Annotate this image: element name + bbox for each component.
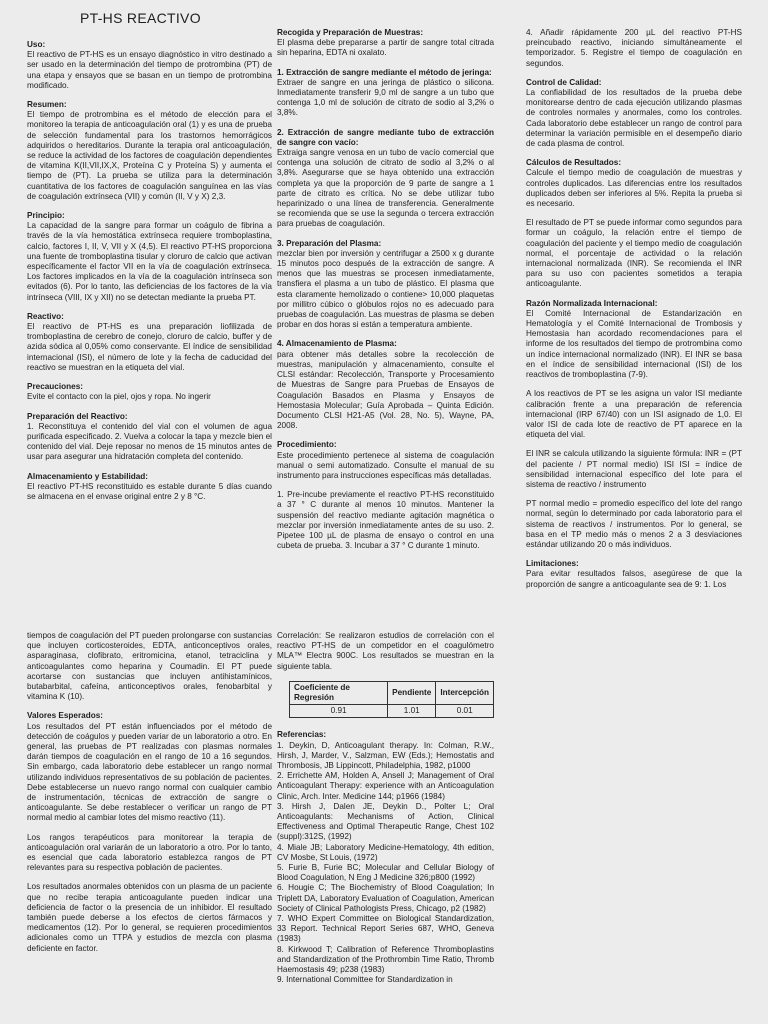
section-heading: Principio: [27, 211, 65, 221]
section-heading: Uso: [27, 40, 46, 49]
section-text: Calcule el tiempo medio de coagulación de muestras y controles duplicados. Las diferencias entre los resultados duplicados deben ser inferiores al 5%. Repita la prueba si es necesario. [526, 168, 742, 209]
section-text: Los rangos terapéuticos para monitorear la terapia de anticoagulación oral variarán de un laboratorio a otro. Por lo tanto, es esencial que cada laboratorio establezca rangos de PT relevantes para su respectiva población de pacientes. [27, 832, 272, 873]
section-block [526, 499, 742, 550]
section-block [27, 882, 272, 953]
section-heading: Cálculos de Resultados: [526, 158, 622, 168]
section-heading: 3. Preparación del Plasma: [277, 238, 382, 248]
reference-item: 6. Hougie C; The Biochemistry of Blood Coagulation; In Triplett DA, Laboratory Evaluation of Coagulation, American Society of Clinical Pathologists Press, Chicago, p2 (1982) [277, 883, 494, 913]
section-block [526, 389, 742, 440]
section-heading: Almacenamiento y Estabilidad: [27, 471, 149, 481]
section-text: 4. Añadir rápidamente 200 µL del reactivo PT-HS preincubado reactivo, iniciando simultáneamente el temporizador. 5. Registre el tiempo de coagulación en segundos. [526, 28, 742, 68]
section-text: El reactivo de PT-HS es una preparación liofilizada de tromboplastina de cerebro de conejo, cloruro de calcio, buffer y de azida sódica al 0,05% como conservante. El índice de sensibilidad internacional (ISI), el número de lote y la fecha de caducidad del reactivo se muestran en la etiqueta del vial. [27, 322, 272, 372]
table-cell: 0.91 [290, 705, 388, 718]
column-1 [27, 40, 272, 511]
column-2 [277, 28, 494, 560]
section-block [277, 128, 494, 230]
section-text: El reactivo PT-HS reconstituido es estable durante 5 días cuando se almacena en el envase original entre 2 y 8 °C. [27, 481, 272, 501]
section-text: La confiabilidad de los resultados de la prueba debe monitorearse dentro de cada ejecución utilizando plasmas de controles normales y anormales, como los controles. Cada laboratorio debe establecer un rango de control para determinar la variación permisible en el desempeño diario de cada plasma de control. [526, 88, 742, 149]
section-text: Extraiga sangre venosa en un tubo de vacío comercial que contenga una solución de citrato de sodio al 3,2% o al 3,8%. Asegurarse que se haya obtenido una extracción completa ya que la proporción de 9 parte de sangre a 1 parte de citrato es crítica. No se debe utilizar tubo heparinizado o una línea de transferencia. Generalmente se recomienda que se use la segunda o tercera extracción para pruebas de coagulación. [277, 148, 494, 229]
column-4 [27, 631, 272, 963]
table-cell: 1.01 [388, 705, 436, 718]
section-text: 1. Pre-incube previamente el reactivo PT-HS reconstituido a 37 ° C durante al menos 10 minutos. Mantener la suspensión del reactivo mediante agitación magnética o mezclar por inversión inmediatamente antes de su uso. 2. Pipetee 100 µL de plasma de ensayo o control en una cubeta de prueba. 3. Incubar a 37 ° C durante 1 minuto. [277, 490, 494, 551]
section-heading: Resumen: [27, 100, 67, 110]
section-text: 1. Reconstituya el contenido del vial con el volumen de agua purificada especificado. 2. Vuelva a colocar la tapa y mezcle bien el contenido del vial. Deje reposar no menos de 15 minutos antes de usar para asegurar una hidratación completa del contenido. [27, 421, 273, 462]
section-text: mezclar bien por inversión y centrifugar a 2500 x g durante 15 minutos poco después de la extracción de sangre. A menos que las muestras se procesen inmediatamente, transfiera el plasma a un tubo de plástico. El plasma que esta claramente hemolizado o contiene> 10,000 plaquetas por millitro cúbico o glóbulos rojos no es adecuado para pruebas de coagulación. Las muestras de plasma se deben probar en dos horas si están a temperatura ambiente. [277, 248, 494, 330]
section-text: para obtener más detalles sobre la recolección de muestras, manipulación y almacenamiento, consulte el CLSI estándar: Recolección, Transporte y Procesamiento de Muestras de Sangre para Pruebas de Ensayos de Coagulación Basados en Plasma y Ensayos de Hemostasia Molecular; Guía Aprobada – Quinta Edición. Documento CLSI H21-A5 (Vol. 28, No. 5), Wayne, PA, 2008. [277, 349, 494, 431]
table-cell: 0.01 [436, 705, 494, 718]
section-block [277, 490, 494, 551]
reference-item: 2. Errichette AM, Holden A, Ansell J; Management of Oral Anticoagulant Therapy: experience with an Anticoagulation Clinic, Arch. Inter. Medicine 144; p1966 (1984) [277, 771, 494, 801]
table-header: Intercepción [436, 681, 494, 704]
section-block [526, 299, 742, 381]
section-block [27, 211, 272, 303]
section-block [27, 631, 272, 702]
table-header: Pendiente [388, 681, 436, 704]
references-list [277, 741, 494, 986]
section-block [27, 40, 272, 91]
section-block [526, 78, 742, 149]
column-3 [526, 28, 742, 599]
section-text: El Comité Internacional de Estandarización en Hematología y el Comité Internacional de Trombosis y Hemostasia han acordado recomendaciones para el informe de los resultados del tiempo de protrombina como un índice internacional normalizado (INR). El INR se basa en el índice de sensibilidad internacional (ISI) de los reactivos de tromboplastina (7-9). [526, 308, 742, 380]
section-heading: Preparación del Reactivo: [27, 411, 128, 421]
section-block [526, 28, 742, 69]
section-heading: Razón Normalizada Internacional: [526, 298, 658, 308]
section-block [27, 412, 272, 463]
section-text: El INR se calcula utilizando la siguiente fórmula: INR = (PT del paciente / PT normal medio) ISI ISI = índice de sensibilidad internacional específico del lote para el sistema de reactivo / instrumento [526, 449, 742, 489]
section-heading: 4. Almacenamiento de Plasma: [277, 339, 397, 349]
section-block [27, 100, 272, 202]
section-block [526, 158, 742, 209]
section-text: El tiempo de protrombina es el método de elección para el monitoreo la terapia de anticoagulación oral (1) y es una de prueba de selección fundamental para los trastornos hemorrágicos adquiridos o hereditarios. Durante la terapia oral anticoagulación, se reduce la actividad de los factores de coagulación dependientes de vitamina K(II,VII,IX,X, Proteína C y Proteína S) y aumenta el tiempo de (PT). La prueba se utiliza para la determinación cuantitativa de los factores de coagulación sanguínea en las vías de coagulación extrínseca (VII) y común (II, V y X) 2,3. [27, 110, 272, 201]
reference-item: 3. Hirsh J, Dalen JE, Deykin D., Polter L; Oral Anticoagulants: Mechanisms of Action, Clinical Effectiveness and Optimal Therapeutic Range, Chest 102 (suppl):312S, (1992) [277, 801, 494, 842]
section-heading: Recogida y Preparación de Muestras: [277, 28, 424, 37]
section-block [27, 472, 272, 503]
reference-item: 8. Kirkwood T; Calibration of Reference Thromboplastins and Standardization of the Prothrombin Time Ratio, Thromb Haemostasis 49; p238 (1983) [277, 944, 494, 975]
section-text: PT normal medio = promedio específico del lote del rango normal, según lo determinado por cada laboratorio para el sistema de reactivos / instrumentos. Por lo general, se basa en el TP medio más o menos 2 a 3 desviaciones estándar utilizando 20 o más individuos. [526, 499, 742, 549]
section-text: La capacidad de la sangre para formar un coágulo de fibrina a través de la vía hemostática extrínseca requiere tromboplastina, calcio, factores I, II, V, VII y X (4,5). El reactivo PT-HS proporciona una fuente de tromboplastina tisular y cloruro de calcio que activan específicamente el factor VII en la vía de coagulación extrínseca. Los factores implicados en la vía de la coagulación intrínseca son evitados (6). Por lo tanto, las deficiencias de los factores de la vía intrínseca (VIII, IX y XII) no se detectan mediante la prueba PT. [27, 221, 272, 302]
document-title: PT-HS REACTIVO [80, 10, 201, 26]
section-block [27, 711, 272, 823]
reference-item: 7. WHO Expert Committee on Biological Standardization, 33 Report. Technical Report Series 687, WHO, Geneva (1983) [277, 914, 494, 944]
section-block [27, 833, 272, 874]
section-block [277, 68, 494, 119]
section-text: El reactivo de PT-HS es un ensayo diagnóstico in vitro destinado a ser usado en la determinación del tiempo de protrombina (PT) de una etapa y ensayos que se basan en un tiempo de protrombina modificado. [27, 50, 272, 90]
section-text: tiempos de coagulación del PT pueden prolongarse con sustancias que incluyen corticosteroides, EDTA, anticonceptivos orales, asparaginasa, clofibrato, eritromicina, etanol, tetraciclina y anticoagulantes como heparina y Coumadin. El PT puede acortarse con sustancias que incluyen antihistamínicos, butabarbital, cafeína, anticonceptivos orales, fenobarbital y vitamina K (10). [27, 631, 272, 702]
section-block [277, 440, 494, 481]
section-block [277, 28, 494, 59]
column-5 [277, 631, 494, 986]
section-heading: Valores Esperados: [27, 711, 103, 721]
section-block [526, 449, 742, 490]
section-text: Los resultados del PT están influenciados por el método de detección de coágulos y pueden variar de un laboratorio a otro. En general, las pruebas de PT realizadas con plasmas normales darán tiempos de coagulación en el rango de 10 a 16 segundos. Sin embargo, cada laboratorio debe establecer un rango normal utilizando individuos representativos de su población de pacientes. Debe establecerse un nuevo rango normal con cualquier cambio de instrumentación, técnicas de extracción de sangre o anticoagulante. Se debe restablecer o verificar un rango de PT normal medio al cambiar lotes del mismo reactivo (11). [27, 721, 272, 823]
references-heading: Referencias: [277, 730, 327, 740]
correlation-table [289, 681, 494, 719]
section-heading: 2. Extracción de sangre mediante tubo de extracción de sangre con vacío: [277, 127, 494, 147]
reference-item: 4. Miale JB; Laboratory Medicine-Hematology, 4th edition, CV Mosbe, St Louis, (1972) [277, 842, 494, 862]
section-heading: 1. Extracción de sangre mediante el método de jeringa: [277, 67, 492, 77]
section-text: El plasma debe prepararse a partir de sangre total citrada sin heparina, EDTA ni oxalato. [277, 38, 494, 58]
section-text: Evite el contacto con la piel, ojos y ropa. No ingerir [27, 392, 211, 402]
section-text: A los reactivos de PT se les asigna un valor ISI mediante calibración frente a una preparación de referencia internacional (IRP 67/40) con un ISI asignado de 1,0. El valor ISI de cada lote de reactivo de PT aparece en la etiqueta del vial. [526, 389, 742, 440]
section-heading: Limitaciones: [526, 559, 579, 569]
section-heading: Reactivo: [27, 311, 64, 321]
reference-item: 9. International Committee for Standardization in [277, 975, 453, 985]
section-heading: Control de Calidad: [526, 77, 602, 87]
section-text: Este procedimiento pertenece al sistema de coagulación manual o semi automatizado. Consulte el manual de su instrumento para instrucciones específicas más detalladas. [277, 450, 494, 480]
section-block [277, 239, 494, 331]
section-text: Para evitar resultados falsos, asegúrese de que la proporción de sangre a anticoagulante sea de 9: 1. Los [526, 569, 742, 589]
section-block [526, 559, 742, 590]
section-heading: Precauciones: [27, 382, 83, 392]
section-block [27, 312, 272, 373]
section-text: Los resultados anormales obtenidos con un plasma de un paciente que no recibe terapia anticoagulante pueden indicar una deficiencia de factor o la presencia de un inhibidor. El resultado también puede deberse a los efectos de ciertos fármacos y medicamentos (12). Por lo general, se requieren procedimientos adicionales como un TTPA y estudios de mezcla con plasma deficiente en factor. [27, 882, 272, 953]
section-block [526, 218, 742, 289]
section-text: El resultado de PT se puede informar como segundos para formar un coágulo, la relación entre el tiempo de coagulación del paciente y el tiempo medio de coagulación normal, el porcentaje de actividad o la relación internacional normalizada (INR). Se recomienda el INR para su uso con pacientes sometidos a terapia anticoagulante. [526, 218, 742, 289]
section-block [27, 382, 272, 402]
section-block [277, 339, 494, 431]
reference-item: 5. Furie B, Furie BC; Molecular and Cellular Biology of Blood Coagulation, N Eng J Medicine 326;p800 (1992) [277, 863, 494, 883]
section-heading: Procedimiento: [277, 440, 337, 450]
table-header: Coeficiente de Regresión [290, 681, 388, 704]
reference-item: 1. Deykin, D, Anticoagulant therapy. In: Colman, R.W., Hirsh, J, Marder, V., Salzman, EW (Eds.); Hemostatis and Thrombosis, JB Lippincott, Philadelphia, 1982, p1000 [277, 740, 494, 771]
correlation-text: Correlación: Se realizaron estudios de correlación con el reactivo PT-HS de un competidor en el coagulómetro MLA™ Electra 900C. Los resultados se muestran en la siguiente tabla. [277, 631, 494, 671]
section-text: Extraer de sangre en una jeringa de plástico o silicona. Inmediatamente transferir 9,0 ml de sangre a un tubo que contenga 1,0 ml de solución de citrato de sodio al 3,2% o 3,8%. [277, 77, 494, 118]
